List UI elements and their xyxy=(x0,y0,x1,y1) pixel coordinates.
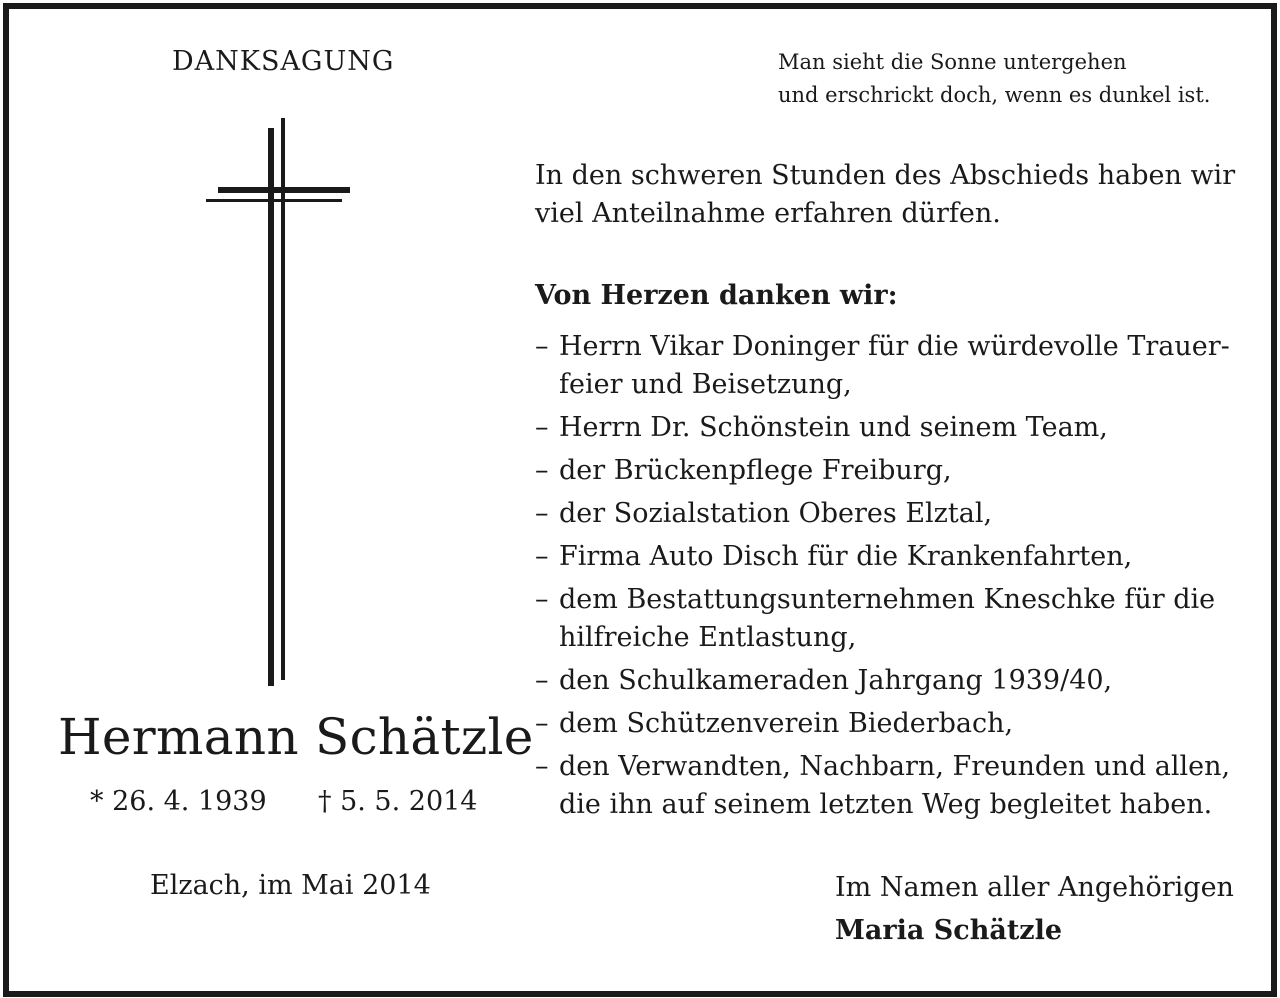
list-item xyxy=(535,705,1225,743)
dash-bullet: – xyxy=(535,455,549,486)
thanks-list xyxy=(535,328,1231,829)
birth-date: * 26. 4. 1939 xyxy=(90,786,267,817)
list-item xyxy=(535,581,1225,657)
list-item-line: den Schulkameraden Jahrgang 1939/40, xyxy=(559,665,1113,696)
list-item-line: der Sozialstation Oberes Elztal, xyxy=(559,498,993,529)
list-item xyxy=(535,662,1225,700)
list-item xyxy=(535,328,1230,404)
list-item-line: Firma Auto Disch für die Krankenfahrten, xyxy=(559,541,1133,572)
death-date: † 5. 5. 2014 xyxy=(318,786,478,817)
intro-line: In den schweren Stunden des Abschieds haben wir xyxy=(535,160,1236,191)
list-item xyxy=(535,452,1225,490)
dash-bullet: – xyxy=(535,751,549,782)
quote-line: und erschrickt doch, wenn es dunkel ist. xyxy=(778,83,1211,107)
list-item xyxy=(535,748,1231,824)
list-item xyxy=(535,538,1225,576)
list-item-line: dem Bestattungsunternehmen Kneschke für die xyxy=(559,584,1216,615)
signature-name: Maria Schätzle xyxy=(835,915,1063,946)
dash-bullet: – xyxy=(535,541,549,572)
list-item xyxy=(535,495,1225,533)
notice-heading: DANKSAGUNG xyxy=(172,46,395,77)
dash-bullet: – xyxy=(535,331,549,362)
list-item-line: die ihn auf seinem letzten Weg begleitet haben. xyxy=(559,789,1213,820)
dash-bullet: – xyxy=(535,498,549,529)
deceased-name: Hermann Schätzle xyxy=(58,708,534,766)
dash-bullet: – xyxy=(535,584,549,615)
quote-line: Man sieht die Sonne untergehen xyxy=(778,50,1127,74)
list-item-line: den Verwandten, Nachbarn, Freunden und allen, xyxy=(559,751,1231,782)
intro-text xyxy=(535,157,1236,233)
signature-line: Im Namen aller Angehörigen xyxy=(835,872,1234,903)
list-item xyxy=(535,409,1225,447)
list-item-line: Herrn Dr. Schönstein und seinem Team, xyxy=(559,412,1108,443)
list-item-line: feier und Beisetzung, xyxy=(559,369,852,400)
list-item-line: hilfreiche Entlastung, xyxy=(559,622,857,653)
intro-line: viel Anteilnahme erfahren dürfen. xyxy=(535,198,1001,229)
thanks-heading: Von Herzen danken wir: xyxy=(535,280,898,311)
list-item-line: dem Schützenverein Biederbach, xyxy=(559,708,1014,739)
quote xyxy=(778,46,1210,112)
dash-bullet: – xyxy=(535,665,549,696)
dash-bullet: – xyxy=(535,412,549,443)
place-and-date: Elzach, im Mai 2014 xyxy=(150,870,431,901)
dash-bullet: – xyxy=(535,708,549,739)
list-item-line: Herrn Vikar Doninger für die würdevolle Trauer- xyxy=(559,331,1230,362)
list-item-line: der Brückenpflege Freiburg, xyxy=(559,455,952,486)
